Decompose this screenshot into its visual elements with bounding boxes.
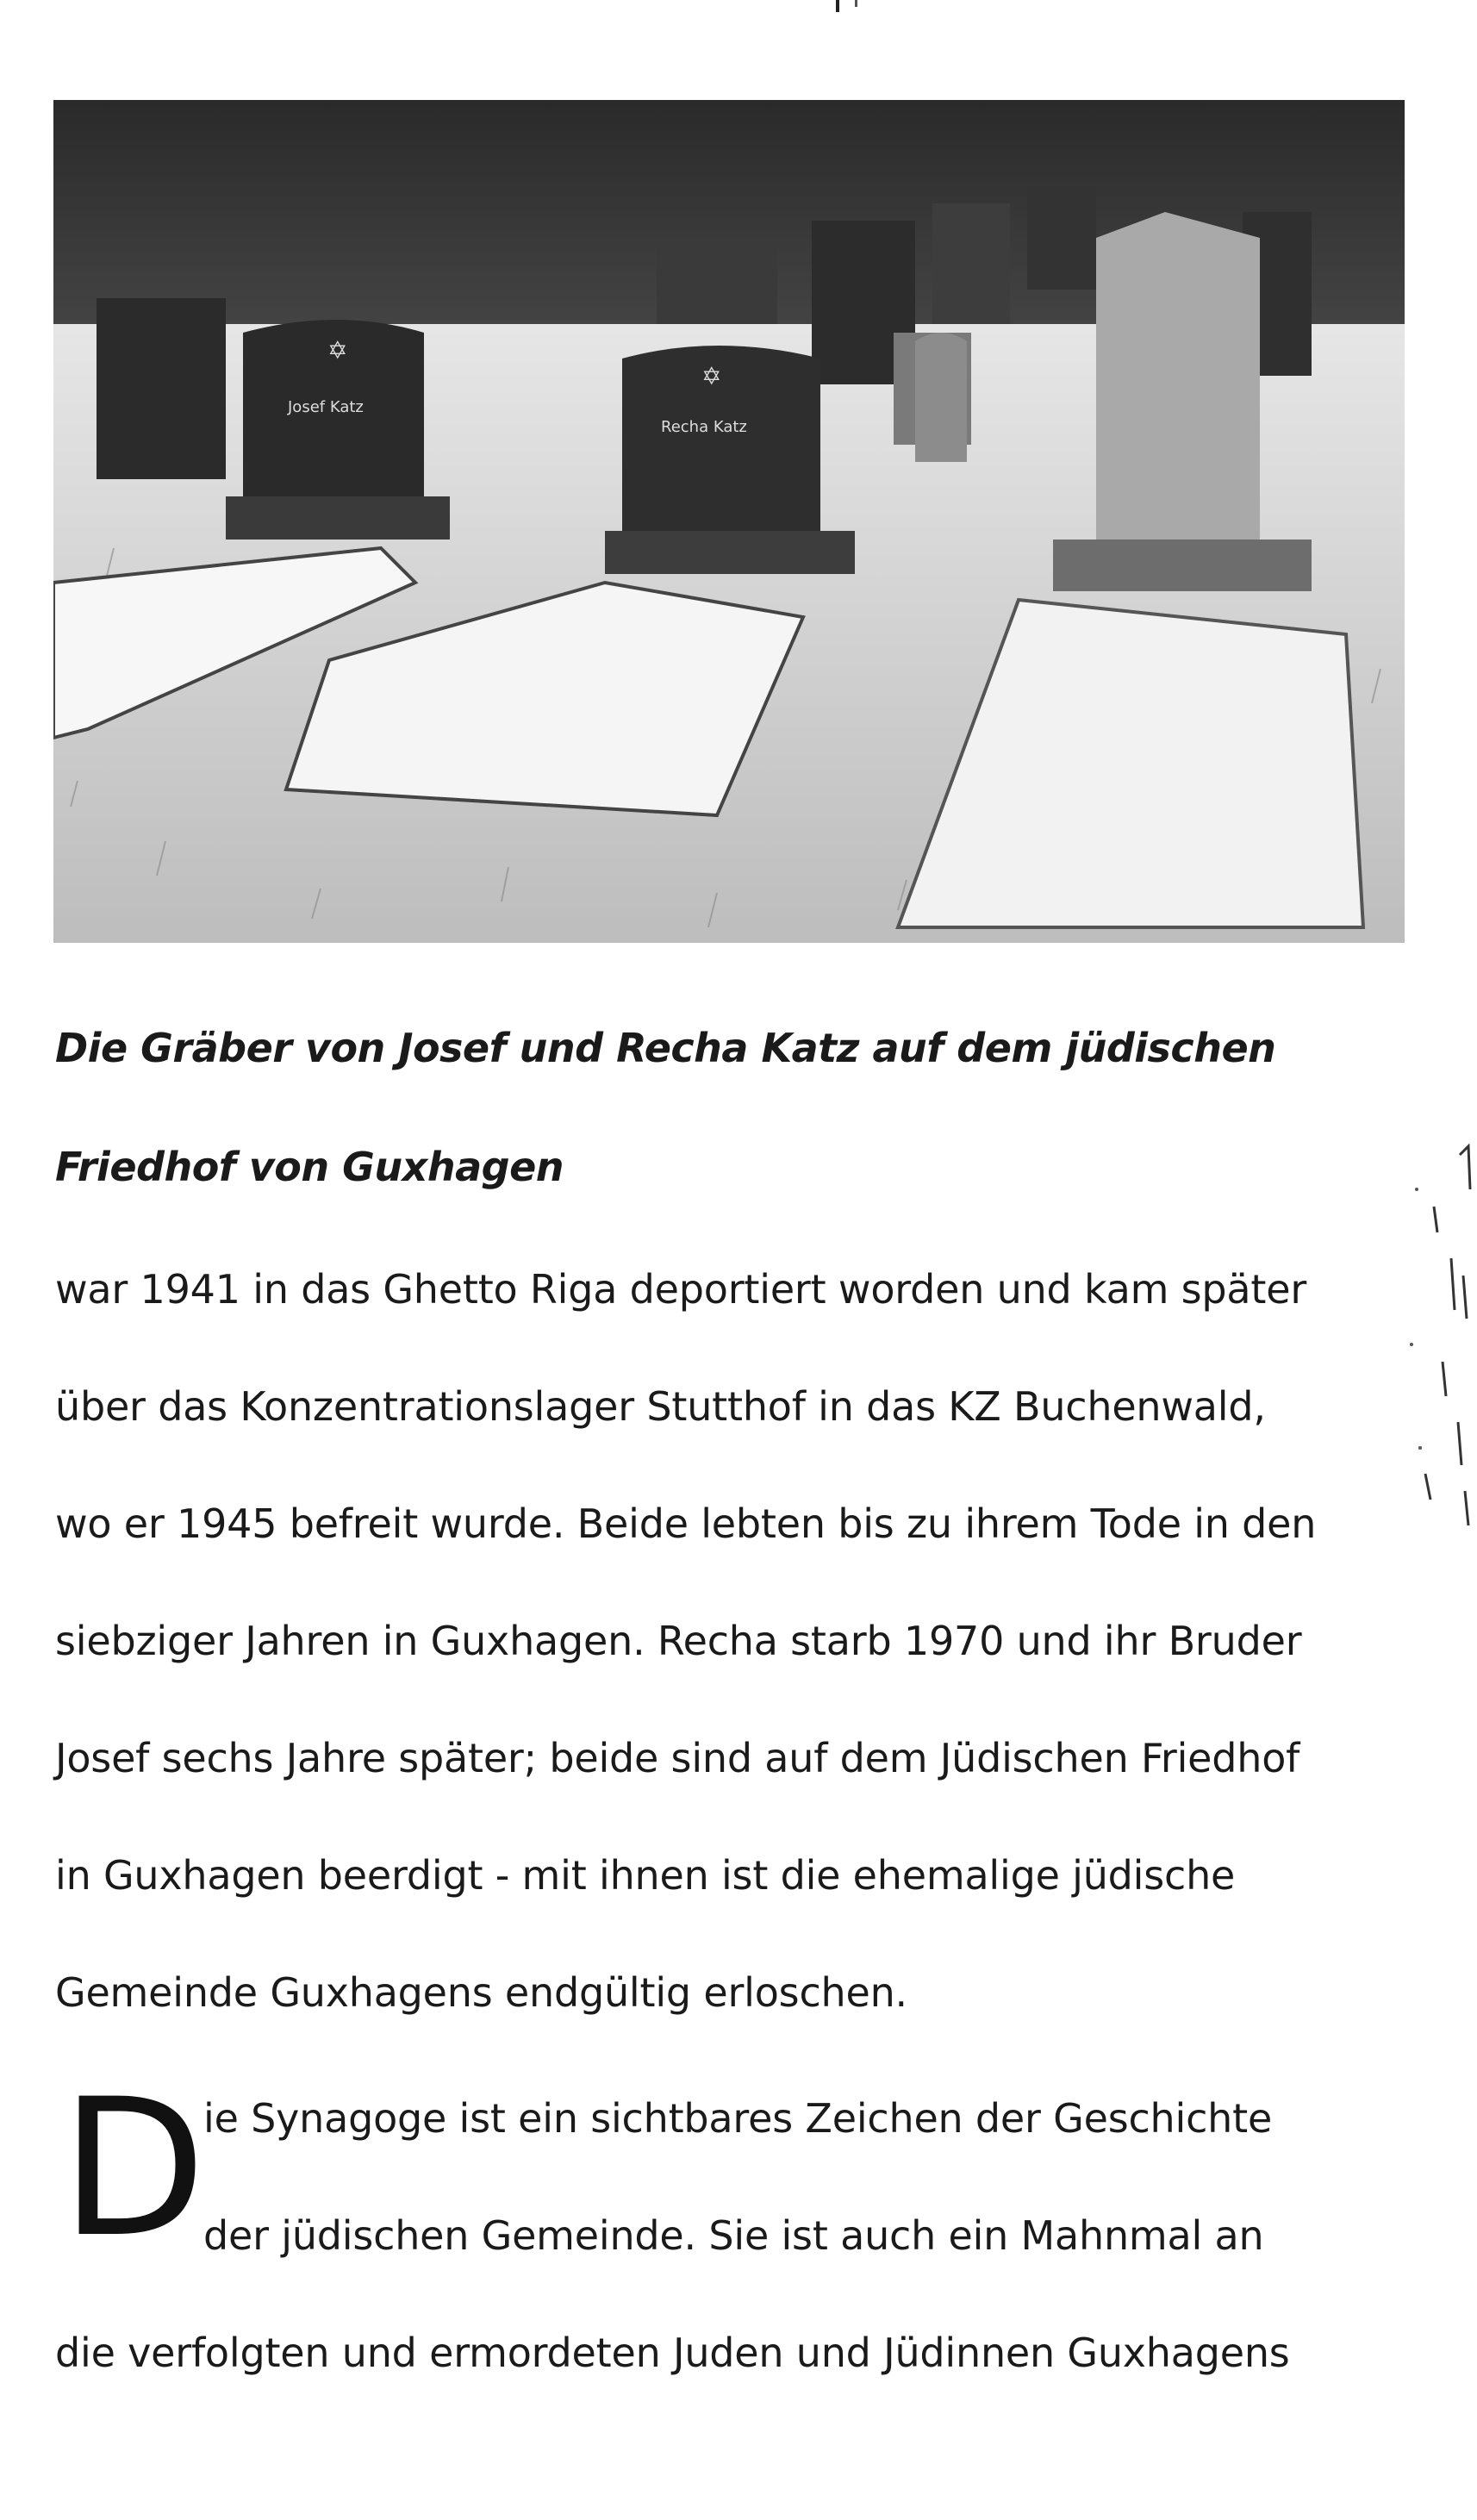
headstone-recha-text: Recha Katz [661,418,747,436]
scan-artefact-icon [1399,1138,1477,1534]
paragraph-line: in Guxhagen beerdigt - mit ihnen ist die ehemalige jüdische [55,1852,1236,1899]
cemetery-photo-icon [53,100,1405,943]
paragraph-line: siebziger Jahren in Guxhagen. Recha starb 1970 und ihr Bruder [55,1618,1302,1664]
paragraph-line: über das Konzentrationslager Stutthof in das KZ Buchenwald, [55,1383,1266,1430]
paragraph-line: der jüdischen Gemeinde. Sie ist auch ein Mahnmal an [203,2212,1264,2259]
paragraph-line: Gemeinde Guxhagens endgültig erloschen. [55,1969,907,2016]
paragraph-line: ie Synagoge ist ein sichtbares Zeichen der Geschichte [203,2095,1273,2142]
paragraph-line: die verfolgten und ermordeten Juden und Jüdinnen Guxhagens [55,2330,1290,2376]
paragraph-line: Josef sechs Jahre später; beide sind auf dem Jüdischen Friedhof [55,1735,1300,1781]
svg-text:✡: ✡ [701,362,722,390]
photo-caption-line-1: Die Gräber von Josef und Recha Katz auf dem jüdischen [55,1025,1276,1071]
headstone-josef-text: Josef Katz [288,398,364,416]
cemetery-photo [53,100,1405,943]
svg-text:✡: ✡ [327,336,348,365]
photo-caption-line-2: Friedhof von Guxhagen [55,1144,564,1190]
scan-speck-icon [829,0,881,34]
drop-cap: D [60,2058,207,2279]
paragraph-line: war 1941 in das Ghetto Riga deportiert worden und kam später [55,1266,1307,1313]
paragraph-line: wo er 1945 befreit wurde. Beide lebten bis zu ihrem Tode in den [55,1500,1317,1547]
